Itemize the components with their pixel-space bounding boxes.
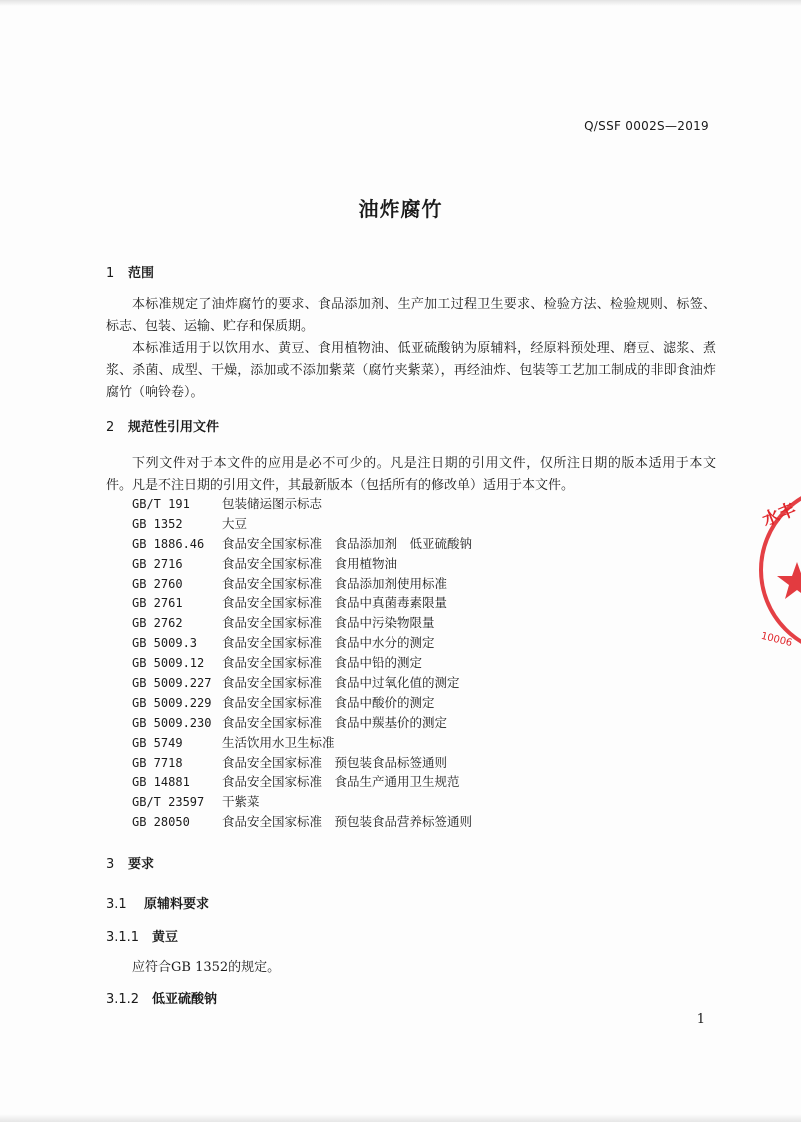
reference-code: GB 1886.46 [132, 536, 205, 551]
scan-edge-top [0, 0, 801, 6]
page-number: 1 [696, 1012, 705, 1027]
reference-code: GB 2716 [132, 556, 183, 571]
section-1-paragraph-2: 本标准适用于以饮用水、黄豆、食用植物油、低亚硫酸钠为原辅料，经原料预处理、磨豆、滤浆、煮浆、杀菌、成型、干燥，添加或不添加紫菜（腐竹夹紫菜），再经油炸、包装等工艺加工制成的非即食油炸腐竹（响铃卷）。 [106, 341, 716, 400]
reference-title: 食品安全国家标准 食品中过氧化值的测定 [222, 675, 460, 691]
section-number: 3 [106, 857, 115, 872]
reference-title: 生活饮用水卫生标准 [222, 734, 335, 750]
reference-row [132, 494, 472, 514]
reference-title: 食品安全国家标准 食品生产通用卫生规范 [222, 774, 460, 790]
reference-title: 食品安全国家标准 食品中铅的测定 [222, 655, 423, 671]
reference-title: 食品安全国家标准 预包装食品营养标签通则 [222, 814, 473, 830]
reference-title: 食品安全国家标准 食品中真菌毒素限量 [222, 595, 448, 611]
reference-row [132, 713, 472, 733]
reference-row [132, 593, 472, 613]
reference-title: 食品安全国家标准 食品添加剂 低亚硫酸钠 [222, 535, 473, 551]
reference-code: GB 5009.3 [132, 636, 198, 651]
reference-title: 食品安全国家标准 食品中羰基价的测定 [222, 714, 448, 730]
section-1-paragraph-1: 本标准规定了油炸腐竹的要求、食品添加剂、生产加工过程卫生要求、检验方法、检验规则、标签、标志、包装、运输、贮存和保质期。 [106, 297, 716, 334]
reference-code: GB 5749 [132, 735, 183, 750]
reference-row [132, 534, 472, 554]
section-3-1-1-paragraph: 应符合GB 1352的规定。 [132, 960, 281, 975]
reference-row [132, 633, 472, 653]
reference-row [132, 574, 472, 594]
reference-code: GB 2760 [132, 576, 183, 591]
section-number: 3.1.1 [106, 930, 140, 945]
reference-list [132, 494, 472, 832]
reference-row [132, 613, 472, 633]
section-number: 1 [106, 266, 115, 281]
reference-row [132, 812, 472, 832]
section-title: 低亚硫酸钠 [152, 992, 218, 1007]
document-title: 油炸腐竹 [358, 197, 443, 221]
section-number: 2 [106, 420, 115, 435]
section-title: 范围 [128, 266, 155, 281]
reference-row [132, 753, 472, 773]
reference-row [132, 772, 472, 792]
reference-code: GB 5009.229 [132, 695, 212, 710]
section-title: 规范性引用文件 [128, 420, 220, 435]
seal-text-top: 水丰 [759, 499, 799, 531]
reference-code: GB/T 23597 [132, 795, 205, 810]
reference-title: 食品安全国家标准 食用植物油 [222, 555, 398, 571]
reference-code: GB 28050 [132, 815, 190, 830]
reference-row [132, 653, 472, 673]
reference-code: GB/T 191 [132, 497, 190, 511]
section-number: 3.1 [106, 897, 127, 912]
section-3-1-heading [106, 893, 209, 912]
reference-row [132, 514, 472, 534]
reference-code: GB 5009.12 [132, 656, 205, 671]
seal-stamp [745, 470, 801, 670]
section-number: 3.1.2 [106, 992, 140, 1007]
reference-title: 食品安全国家标准 食品中污染物限量 [222, 615, 435, 631]
reference-row [132, 554, 472, 574]
reference-code: GB 2762 [132, 616, 183, 631]
reference-row [132, 693, 472, 713]
reference-row [132, 792, 472, 812]
reference-code: GB 14881 [132, 775, 190, 790]
section-3-heading [106, 853, 154, 872]
reference-title: 食品安全国家标准 食品添加剂使用标准 [222, 575, 448, 591]
document-code: Q/SSF 0002S—2019 [584, 119, 709, 133]
section-1-heading [106, 262, 154, 281]
section-title: 黄豆 [152, 930, 179, 945]
reference-code: GB 5009.230 [132, 715, 212, 730]
section-title: 原辅料要求 [144, 897, 210, 912]
reference-title: 干紫菜 [222, 794, 260, 810]
section-2-paragraph: 下列文件对于本文件的应用是必不可少的。凡是注日期的引用文件，仅所注日期的版本适用于本文件。凡是不注日期的引用文件，其最新版本（包括所有的修改单）适用于本文件。 [106, 456, 716, 493]
reference-code: GB 7718 [132, 755, 183, 770]
reference-code: GB 5009.227 [132, 676, 212, 691]
reference-title: 食品安全国家标准 食品中水分的测定 [222, 635, 435, 651]
section-3-1-1-heading [106, 926, 178, 945]
scan-edge-bottom [0, 1114, 801, 1122]
star-icon [777, 562, 801, 599]
reference-code: GB 2761 [132, 596, 183, 611]
seal-text-bottom: 10006 [759, 630, 794, 650]
reference-title: 食品安全国家标准 食品中酸价的测定 [222, 694, 435, 710]
reference-code: GB 1352 [132, 516, 183, 531]
reference-title: 食品安全国家标准 预包装食品标签通则 [222, 754, 448, 770]
reference-title: 大豆 [222, 515, 248, 531]
section-3-1-2-heading [106, 988, 217, 1007]
section-title: 要求 [128, 857, 155, 872]
reference-title: 包装储运图示标志 [222, 496, 323, 511]
section-2-heading [106, 416, 219, 435]
reference-row [132, 733, 472, 753]
reference-row [132, 673, 472, 693]
